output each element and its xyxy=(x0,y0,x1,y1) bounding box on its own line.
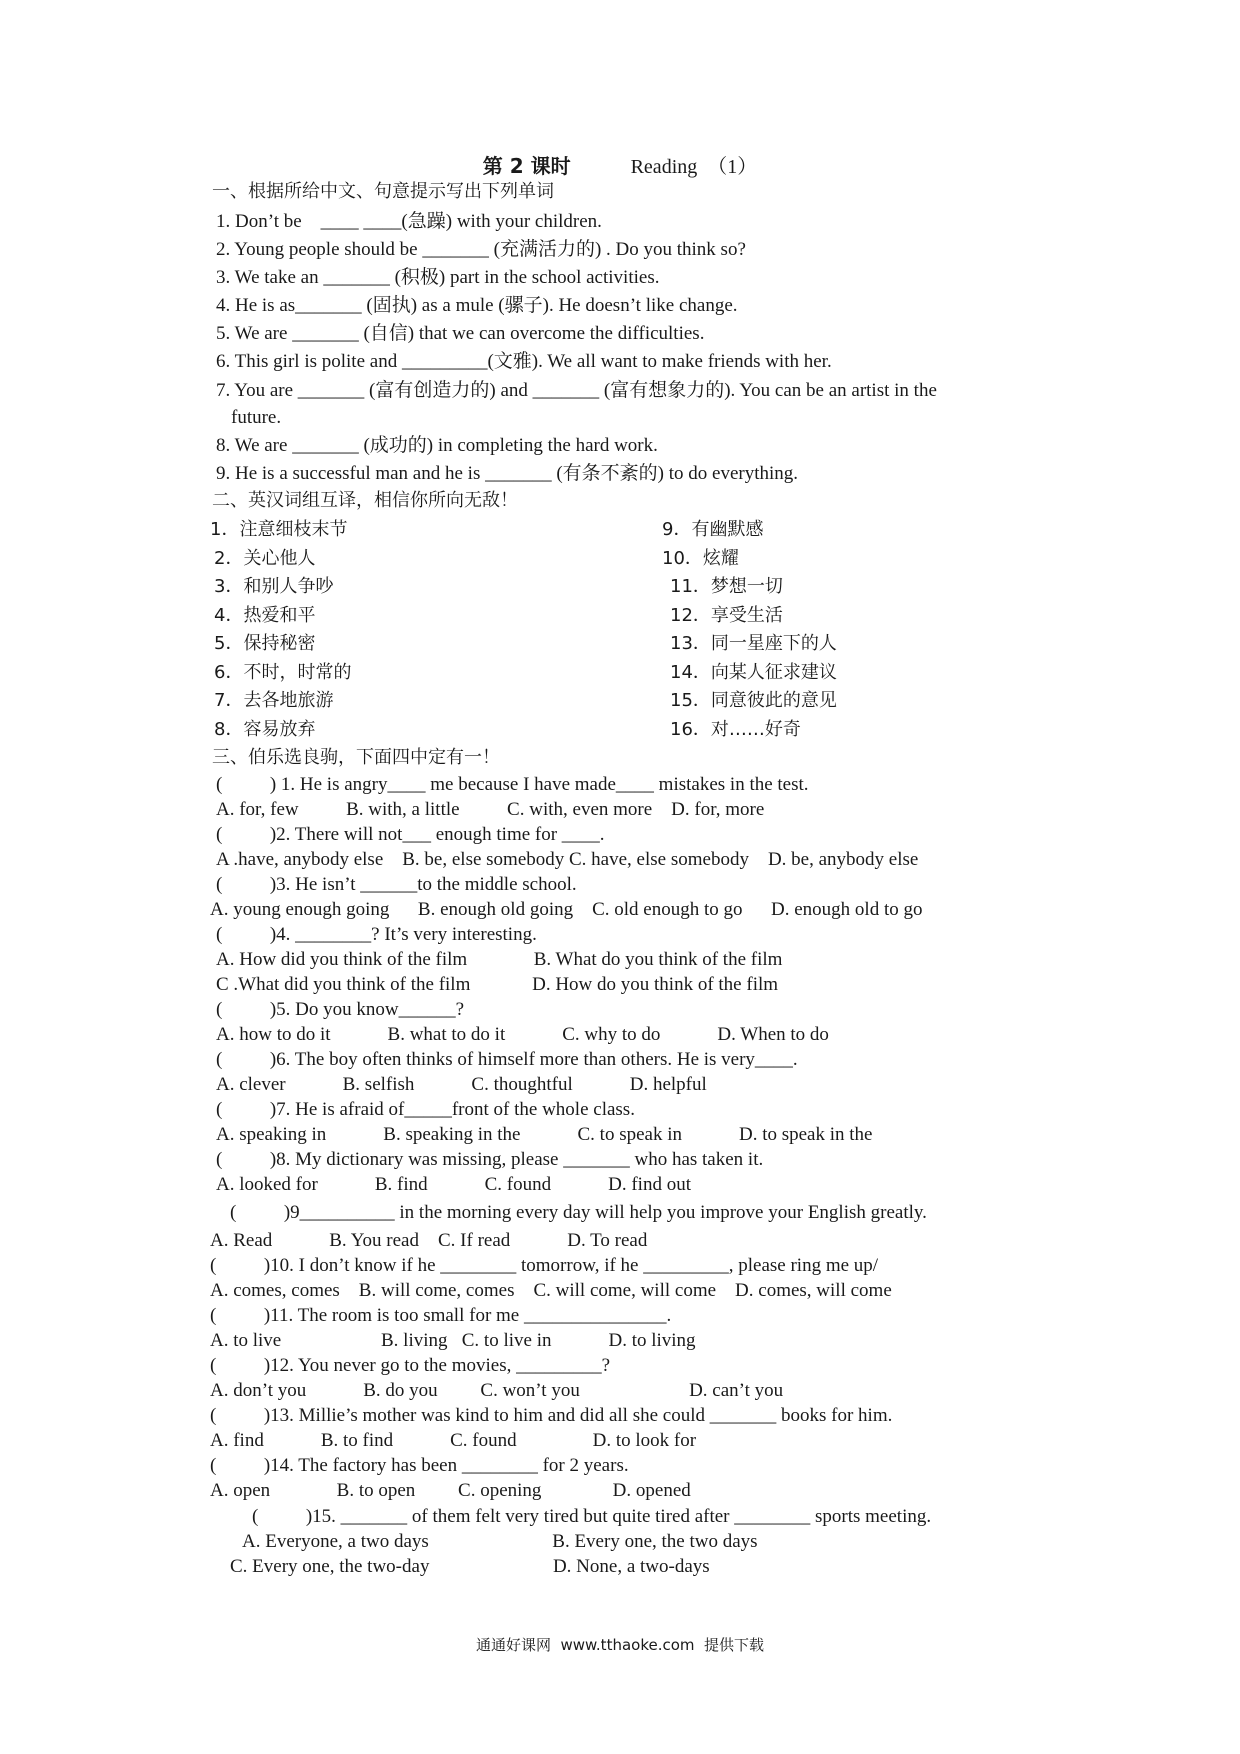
s2-left-3: 3．和别人争吵 xyxy=(214,576,334,597)
s3-q8-options: A. looked for B. find C. found D. find out xyxy=(216,1174,691,1195)
s1-item-6: 6. This girl is polite and _________(文雅). We all want to make friends with her. xyxy=(216,351,832,372)
s1-item-5: 5. We are _______ (自信) that we can overcome the difficulties. xyxy=(216,323,705,344)
s1-item-2: 2. Young people should be _______ (充满活力的) . Do you think so? xyxy=(216,239,746,260)
s3-q2: ( )2. There will not___ enough time for ____. xyxy=(216,824,605,845)
s1-item-9: 9. He is a successful man and he is _______ (有条不紊的) to do everything. xyxy=(216,463,799,484)
title-reading: Reading （1） xyxy=(630,156,758,178)
s3-q9: ( )9__________ in the morning every day will help you improve your English greatly. xyxy=(230,1202,927,1223)
s1-item-1: 1. Don’t be ____ ____(急躁) with your children. xyxy=(216,211,602,232)
s3-q1-options: A. for, few B. with, a little C. with, even more D. for, more xyxy=(216,799,765,820)
s2-left-1: 1．注意细枝末节 xyxy=(210,519,348,540)
s3-q4: ( )4. ________? It’s very interesting. xyxy=(216,924,537,945)
s3-q7-options: A. speaking in B. speaking in the C. to speak in D. to speak in the xyxy=(216,1124,873,1145)
s3-q5: ( )5. Do you know______? xyxy=(216,999,465,1020)
s2-right-9: 9．有幽默感 xyxy=(662,519,764,540)
s3-q13: ( )13. Millie’s mother was kind to him and did all she could _______ books for him. xyxy=(210,1405,893,1426)
s3-q15-options-cd: C. Every one, the two-day D. None, a two-days xyxy=(230,1556,710,1577)
s3-q12-options: A. don’t you B. do you C. won’t you D. can’t you xyxy=(210,1380,784,1401)
s3-q6: ( )6. The boy often thinks of himself more than others. He is very____. xyxy=(216,1049,798,1070)
s2-right-16: 16．对……好奇 xyxy=(670,719,801,740)
s3-q15: ( )15. _______ of them felt very tired but quite tired after ________ sports meeting. xyxy=(252,1506,932,1527)
s2-right-15: 15．同意彼此的意见 xyxy=(670,690,837,711)
s1-item-8: 8. We are _______ (成功的) in completing the hard work. xyxy=(216,435,658,456)
s1-item-3: 3. We take an _______ (积极) part in the school activities. xyxy=(216,267,660,288)
s3-q4-options-cd: C .What did you think of the film D. How do you think of the film xyxy=(216,974,779,995)
s1-item-7-cont: future. xyxy=(231,407,282,428)
s3-q7: ( )7. He is afraid of_____front of the whole class. xyxy=(216,1099,635,1120)
s3-q15-options-ab: A. Everyone, a two days B. Every one, the two days xyxy=(242,1531,758,1552)
s3-q9-options: A. Read B. You read C. If read D. To read xyxy=(210,1230,648,1251)
s3-q8: ( )8. My dictionary was missing, please _______ who has taken it. xyxy=(216,1149,764,1170)
s3-q13-options: A. find B. to find C. found D. to look for xyxy=(210,1430,697,1451)
s3-q12: ( )12. You never go to the movies, _________? xyxy=(210,1355,611,1376)
s3-q2-options: A .have, anybody else B. be, else somebody C. have, else somebody D. be, anybody else xyxy=(216,849,919,870)
s3-q11: ( )11. The room is too small for me _______________. xyxy=(210,1305,672,1326)
s3-q10: ( )10. I don’t know if he ________ tomorrow, if he _________, please ring me up/ xyxy=(210,1255,879,1276)
s2-left-7: 7．去各地旅游 xyxy=(214,690,334,711)
s2-left-4: 4．热爱和平 xyxy=(214,605,316,626)
title-lesson: 第 2 课时 xyxy=(482,154,571,178)
s2-right-10: 10．炫耀 xyxy=(662,548,739,569)
s3-q14: ( )14. The factory has been ________ for 2 years. xyxy=(210,1455,629,1476)
s2-left-2: 2．关心他人 xyxy=(214,548,316,569)
s3-q4-options-ab: A. How did you think of the film B. What do you think of the film xyxy=(216,949,783,970)
s1-item-7: 7. You are _______ (富有创造力的) and _______ (富有想象力的). You can be an artist in the xyxy=(216,380,937,401)
footer-credit: 通通好课网 www.tthaoke.com 提供下载 xyxy=(475,1636,765,1654)
s2-left-6: 6．不时，时常的 xyxy=(214,662,352,683)
s2-left-8: 8．容易放弃 xyxy=(214,719,316,740)
s3-q10-options: A. comes, comes B. will come, comes C. will come, will come D. comes, will come xyxy=(210,1280,892,1301)
s2-right-14: 14．向某人征求建议 xyxy=(670,662,837,683)
s3-q14-options: A. open B. to open C. opening D. opened xyxy=(210,1480,691,1501)
section3-heading: 三、伯乐选良驹，下面四中定有一！ xyxy=(212,747,500,768)
s2-right-13: 13．同一星座下的人 xyxy=(670,633,837,654)
page-title xyxy=(0,150,1240,179)
s3-q11-options: A. to live B. living C. to live in D. to living xyxy=(210,1330,696,1351)
section2-heading: 二、英汉词组互译，相信你所向无敌！ xyxy=(212,490,518,511)
s1-item-4: 4. He is as_______ (固执) as a mule (骡子). He doesn’t like change. xyxy=(216,295,738,316)
s2-right-11: 11．梦想一切 xyxy=(670,576,783,597)
s2-right-12: 12．享受生活 xyxy=(670,605,783,626)
s3-q5-options: A. how to do it B. what to do it C. why to do D. When to do xyxy=(216,1024,829,1045)
s3-q1: ( ) 1. He is angry____ me because I have made____ mistakes in the test. xyxy=(216,774,809,795)
s3-q3-options: A. young enough going B. enough old going C. old enough to go D. enough old to go xyxy=(210,899,923,920)
s3-q6-options: A. clever B. selfish C. thoughtful D. helpful xyxy=(216,1074,707,1095)
section1-heading: 一、根据所给中文、句意提示写出下列单词 xyxy=(212,181,554,202)
s3-q3: ( )3. He isn’t ______to the middle school. xyxy=(216,874,577,895)
s2-left-5: 5．保持秘密 xyxy=(214,633,316,654)
